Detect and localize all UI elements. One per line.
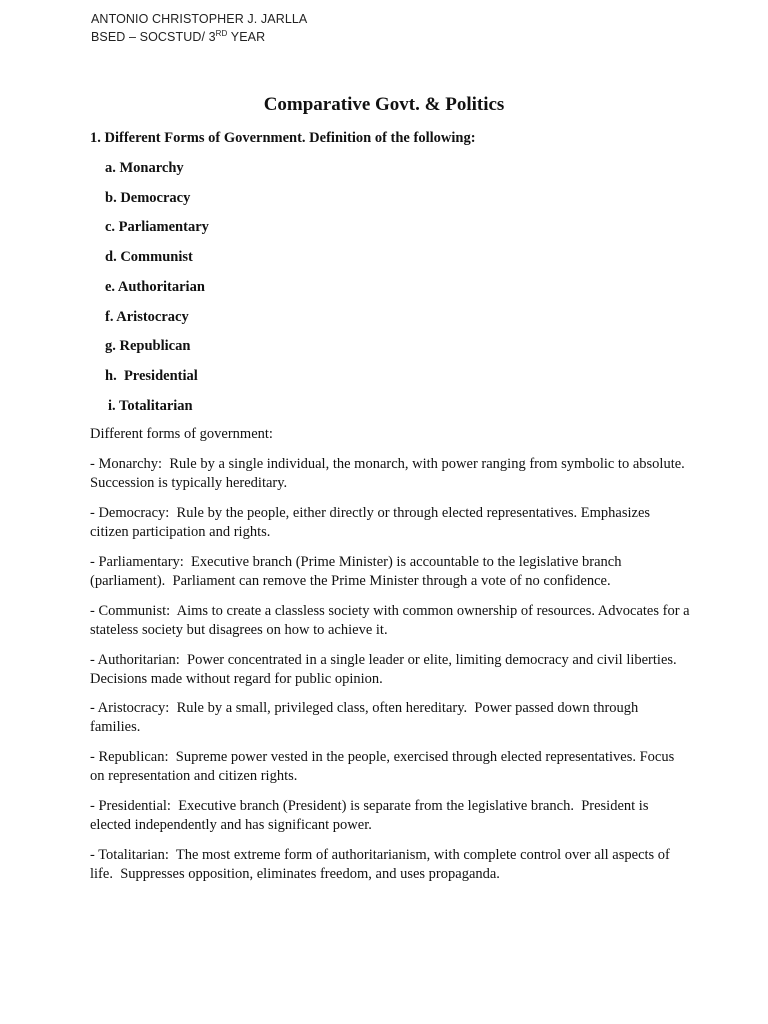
form-list-item: b. Democracy bbox=[105, 189, 191, 206]
definitions-intro: Different forms of government: bbox=[90, 426, 273, 442]
author-name: ANTONIO CHRISTOPHER J. JARLLA bbox=[91, 12, 308, 26]
form-list-item: i. Totalitarian bbox=[108, 397, 193, 414]
form-list-item: c. Parliamentary bbox=[105, 219, 209, 236]
definition-paragraph: - Monarchy: Rule by a single individual, the monarch, with power ranging from symbolic to absolute. Succession is typically hereditary. bbox=[90, 456, 689, 491]
definition-paragraph: - Democracy: Rule by the people, either directly or through elected representatives. Emphasizes citizen participation and rights. bbox=[90, 505, 654, 540]
document-header bbox=[91, 10, 307, 46]
definition-paragraph: - Totalitarian: The most extreme form of authoritarianism, with complete control over all aspects of life. Suppresses opposition, eliminates freedom, and uses propaganda. bbox=[90, 847, 674, 882]
ordinal-suffix: RD bbox=[215, 28, 228, 38]
definition-paragraph: - Aristocracy: Rule by a small, privileged class, often hereditary. Power passed down through families. bbox=[90, 700, 642, 735]
program-prefix: BSED – SOCSTUD/ 3 bbox=[91, 30, 216, 44]
question-heading: 1. Different Forms of Government. Definition of the following: bbox=[90, 130, 476, 146]
form-list-item: h. Presidential bbox=[105, 367, 198, 384]
form-list-item: g. Republican bbox=[105, 338, 191, 355]
definition-paragraph: - Presidential: Executive branch (President) is separate from the legislative branch. President is elected independently and has significant power. bbox=[90, 798, 653, 833]
form-list-item: a. Monarchy bbox=[105, 160, 184, 176]
form-list-item: f. Aristocracy bbox=[105, 308, 189, 325]
definition-paragraph: - Communist: Aims to create a classless society with common ownership of resources. Advocates for a stateless society but disagrees on how to achieve it. bbox=[90, 603, 694, 638]
form-list-item: d. Communist bbox=[105, 249, 193, 266]
program-suffix: YEAR bbox=[227, 30, 266, 44]
definition-paragraph: - Parliamentary: Executive branch (Prime Minister) is accountable to the legislative branch (parliament). Parliament can remove the Prime Minister through a vote of no confidence. bbox=[90, 554, 626, 589]
form-list-item: e. Authoritarian bbox=[105, 278, 205, 295]
definition-paragraph: - Republican: Supreme power vested in the people, exercised through elected representatives. Focus on representation and citizen rights. bbox=[90, 749, 678, 784]
definition-paragraph: - Authoritarian: Power concentrated in a single leader or elite, limiting democracy and civil liberties. Decisions made without regard for public opinion. bbox=[90, 652, 684, 687]
page-title: Comparative Govt. & Politics bbox=[263, 94, 505, 115]
program-year bbox=[91, 28, 307, 46]
